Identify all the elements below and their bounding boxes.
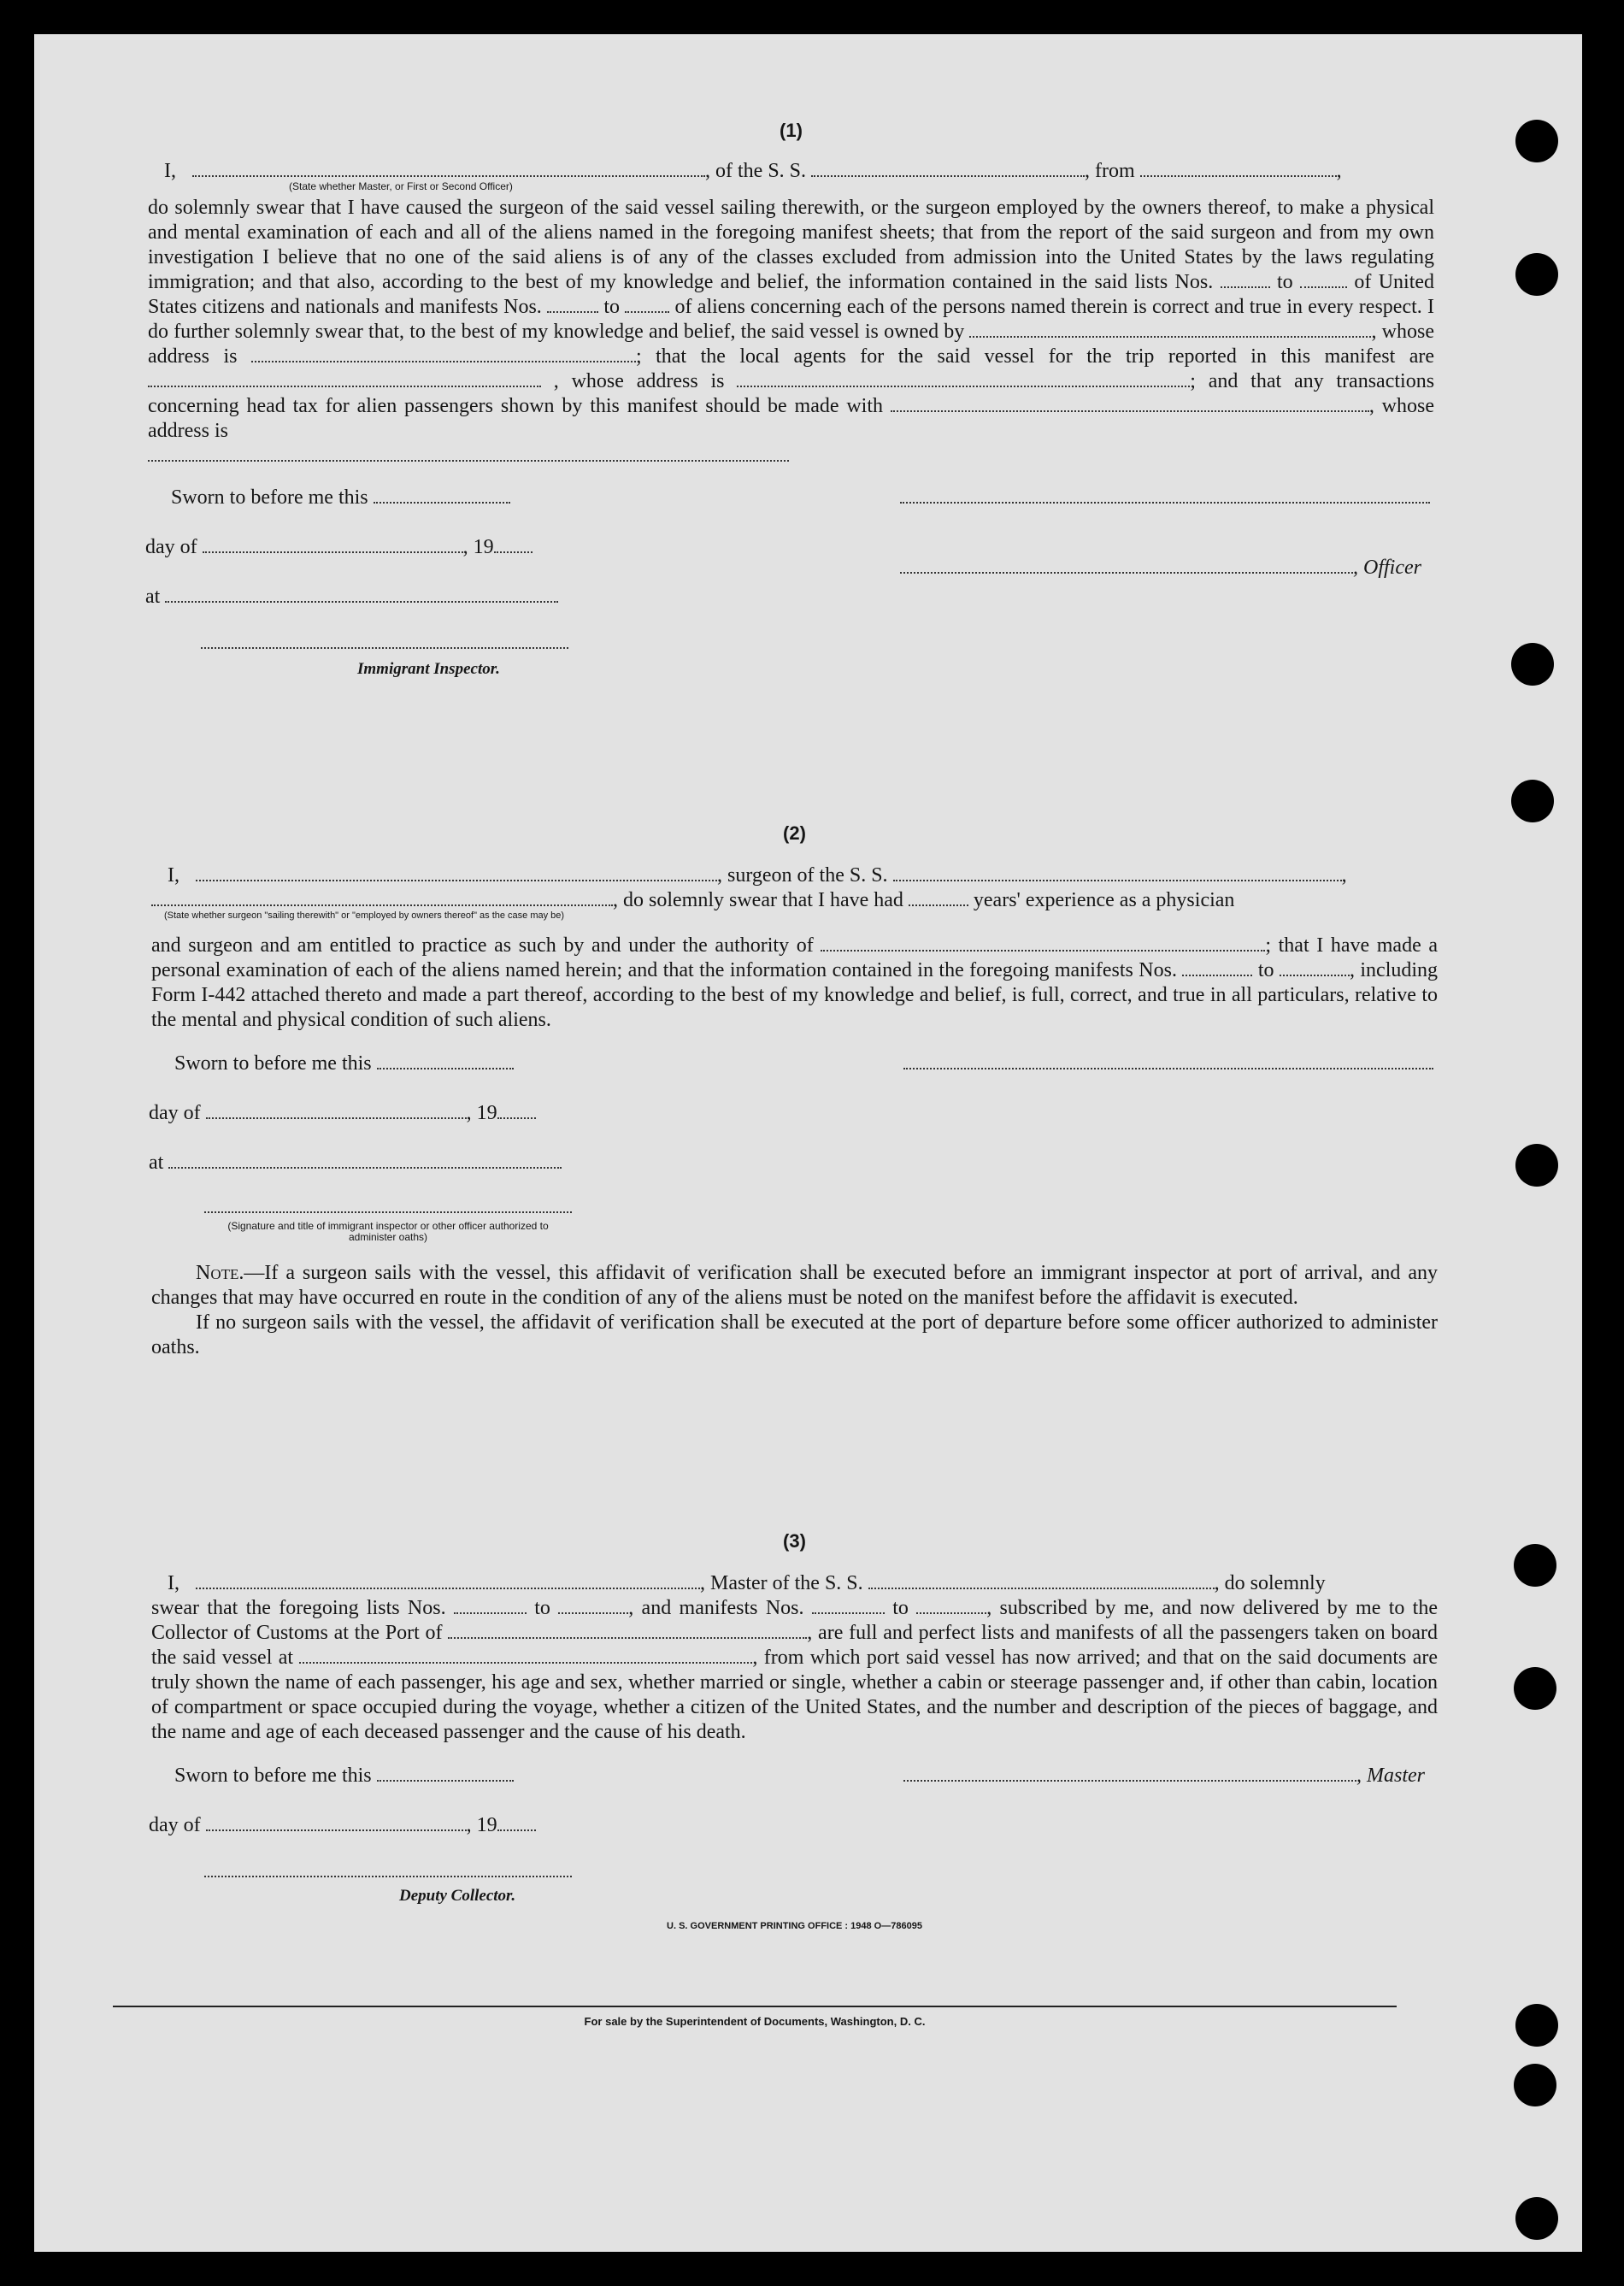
s2-manifests-from-field[interactable] <box>1182 961 1252 976</box>
s1-affidavit-text: do solemnly swear that I have caused the surgeon of the said vessel sailing therewith, or the surgeon employed by the owners thereof, to make a physical and mental examination of each and all of the aliens named in the foregoing manifest sheets; that from the report of the said surgeon and from my own investigation I believe that no one of the said aliens is of any of the classes excluded from admission into the United States by the laws regulating immigration; and that also, according to the best of my knowledge and belief, the information contained in the said lists Nos. to of United States citizens and nationals and manifests Nos. to of aliens concerning each of the persons named therein is correct and true in every respect. I do further solemnly swear that, to the best of my knowledge and belief, the said vessel is owned by , whose address is ; that the local agents for the said vessel for the trip reported in this manifest are , whose address is ; and that any transactions concerning head tax for alien passengers shown by this manifest should be made with , whose address is <box>148 197 1435 442</box>
s3-sworn-year-field[interactable] <box>497 1816 536 1831</box>
vessel-name-field[interactable] <box>811 162 1085 177</box>
sworn-year-field[interactable] <box>494 538 533 553</box>
surgeon-status-field[interactable] <box>151 891 613 906</box>
lists-to-field[interactable] <box>1300 273 1347 288</box>
s3-signature-block: Sworn to before me this , Master day of , 19 Deputy Collector. <box>151 1764 1438 1909</box>
punch-hole <box>1514 1544 1556 1587</box>
departure-port-field[interactable] <box>1140 162 1337 177</box>
inspector-signature-field[interactable] <box>201 633 568 649</box>
officer-name-field[interactable] <box>900 558 1353 574</box>
s3-manifests-from-field[interactable] <box>812 1599 885 1614</box>
s1-signature-block: Sworn to before me this day of , 19 , Officer at Immigrant Inspector. <box>148 486 1434 699</box>
s2-note-paragraph-2: If no surgeon sails with the vessel, the affidavit of verification shall be executed at the port of departure before some officer authorized to administer oaths. <box>151 1311 1438 1358</box>
sworn-day-field[interactable] <box>374 488 510 504</box>
punch-hole <box>1515 2197 1558 2240</box>
inspector-label: Immigrant Inspector. <box>357 660 500 678</box>
punch-hole <box>1511 643 1554 686</box>
s3-sworn-month-field[interactable] <box>206 1816 467 1831</box>
s3-lists-from-field[interactable] <box>454 1599 527 1614</box>
master-label: , Master <box>1356 1765 1425 1787</box>
manifests-to-field[interactable] <box>625 298 669 313</box>
s1-title-note: (State whether Master, or First or Second Officer) <box>289 180 513 192</box>
punch-hole <box>1511 780 1554 822</box>
s2-status-note: (State whether surgeon "sailing therewith" or "employed by owners thereof" as the case may be) <box>164 910 565 921</box>
s2-signature-block: Sworn to before me this day of , 19 at (Signature and title of immigrant inspector or other officer authorized to administer oaths) <box>151 1052 1438 1252</box>
punch-hole <box>1515 253 1558 296</box>
arrival-port-field[interactable] <box>448 1623 807 1639</box>
s2-note-paragraph: Note.—If a surgeon sails with the vessel, this affidavit of verification shall be executed before an immigrant inspector at port of arrival, and any changes that may have occurred en route in the condition of any of the aliens must be noted on the manifest before the affidavit is executed. <box>151 1262 1438 1309</box>
master-signature-field[interactable] <box>903 1766 1356 1782</box>
section-3-heading: (3) <box>783 1530 806 1552</box>
form-page <box>34 34 1582 2252</box>
s3-lists-to-field[interactable] <box>558 1599 628 1614</box>
s1-address-line <box>148 444 1434 468</box>
surgeon-signature-field[interactable] <box>903 1054 1433 1069</box>
head-tax-party-field[interactable] <box>891 397 1369 412</box>
s3-sworn-day-field[interactable] <box>377 1766 514 1782</box>
sworn-label: Sworn to before me this <box>171 486 368 509</box>
authority-field[interactable] <box>821 936 1265 952</box>
embarkation-port-field[interactable] <box>299 1648 752 1664</box>
lists-from-field[interactable] <box>1221 273 1270 288</box>
s2-affidavit-text: and surgeon and am entitled to practice as such by and under the authority of ; that I have made a personal examination of each of the aliens named herein; and that the information contained in the foregoing manifests Nos. to , including Form I-442 attached thereto and made a part thereof, according to the best of my knowledge and belief, is full, correct, and true in all particulars, relative to the mental and physical condition of such aliens. <box>151 934 1439 1031</box>
officer-label: , Officer <box>1353 557 1421 579</box>
section-1 <box>145 120 1435 699</box>
punch-hole <box>1515 1144 1558 1187</box>
s2-sworn-month-field[interactable] <box>206 1104 467 1119</box>
s2-signature-note: (Signature and title of immigrant inspector or other officer authorized to administer oaths) <box>227 1220 549 1243</box>
s3-affidavit-text: swear that the foregoing lists Nos. to , and manifests Nos. to , subscribed by me, and now delivered by me to the Collector of Customs at the Port of , are full and perfect lists and manifests of all the passengers taken on board the said vessel at , from which port said vessel has now arrived; and that on the said documents are truly shown the name of each passenger, his age and sex, whether married or single, whether a cabin or steerage passenger and, if other than cabin, location of compartment or space occupied during the voyage, whether a citizen of the United States, and the number and description of the pieces of baggage, and the name and age of each deceased passenger and the cause of his death. <box>151 1597 1439 1743</box>
s2-sworn-place-field[interactable] <box>168 1153 562 1169</box>
section-2-heading: (2) <box>783 822 806 844</box>
punch-hole <box>1515 120 1558 162</box>
owner-address-field[interactable] <box>251 347 636 362</box>
footer-rule <box>113 2006 1397 2007</box>
s1-first-line: I, , of the S. S. , from , <box>164 160 1342 182</box>
note-label: Note. <box>196 1262 244 1284</box>
surgeon-name-field[interactable] <box>196 866 717 881</box>
s2-vessel-name-field[interactable] <box>893 866 1342 881</box>
s2-sworn-year-field[interactable] <box>497 1104 536 1119</box>
s3-vessel-name-field[interactable] <box>868 1574 1215 1589</box>
head-tax-address-field[interactable] <box>148 446 789 462</box>
officer-signature-field[interactable] <box>900 488 1430 504</box>
s2-inspector-signature-field[interactable] <box>204 1198 572 1213</box>
years-experience-field[interactable] <box>909 891 968 906</box>
agents-field[interactable] <box>148 372 541 387</box>
section-3: (3) I, , Master of the S. S. , do solemnly swear that the foregoing lists Nos. to , and manifests Nos. to , subscribed by me, and now delivered by me to the Collector of Customs at the Port of , are full and perfect lists and manifests of all the passengers taken on board the said vessel at , from which port said vessel has now arrived; and that on the said documents are truly shown the name of each passenger, his age and sex, whether married or single, whether a cabin or steerage passenger and, if other than cabin, location of compartment or space occupied during the voyage, whether a citizen of the United States, and the number and description of the pieces of baggage, and the name and age of each deceased passenger and the cause of his death. Sworn to before me this , Master day of , 19 Deputy Collector. U. S. GOVERNMENT PRINTING OFFICE : 1948 O—786095 <box>149 1530 1439 1931</box>
sworn-place-field[interactable] <box>165 587 558 603</box>
officer-title-field[interactable] <box>192 162 705 177</box>
s2-manifests-to-field[interactable] <box>1280 961 1350 976</box>
collector-signature-field[interactable] <box>204 1862 572 1877</box>
manifests-from-field[interactable] <box>547 298 598 313</box>
punch-hole <box>1514 2064 1556 2106</box>
punch-hole <box>1515 2004 1558 2047</box>
owner-field[interactable] <box>969 322 1371 338</box>
sworn-month-field[interactable] <box>203 538 463 553</box>
master-name-field[interactable] <box>196 1574 700 1589</box>
s3-manifests-to-field[interactable] <box>916 1599 986 1614</box>
punch-hole <box>1514 1667 1556 1710</box>
agents-address-field[interactable] <box>737 372 1190 387</box>
section-2: (2) I, , surgeon of the S. S. , , do solemnly swear that I have had years' experience as a physician (State whether surgeon "sailing therewith" or "employed by owners thereof" as the case may be) and surgeon and am entitled to practice as such by and under the authority of ; that I have made a personal examination of each of the aliens named herein; and that the information contained in the foregoing manifests Nos. to , including Form I-442 attached thereto and made a part thereof, according to the best of my knowledge and belief, is full, correct, and true in all particulars, relative to the mental and physical condition of such aliens. Sworn to before me this day of , 19 at (Signature and title of immigrant inspector or other officer authorized to administer oaths) Note.—If a surgeon sails with the vessel, this affidavit of verification shall be executed before an immigrant inspector at port of arrival, and any changes that may have occurred en route in the condition of any of the aliens must be noted on the manifest before the affidavit is executed. If no surgeon sails with the vessel, the affidavit of verification shall be executed at the port of departure before some officer authorized to administer oaths. <box>149 822 1439 1358</box>
s2-sworn-day-field[interactable] <box>377 1054 514 1069</box>
sale-notice: For sale by the Superintendent of Documents, Washington, D. C. <box>584 2015 926 2028</box>
section-1-heading: (1) <box>780 120 803 141</box>
collector-label: Deputy Collector. <box>399 1887 516 1905</box>
gpo-imprint: U. S. GOVERNMENT PRINTING OFFICE : 1948 O—786095 <box>667 1921 922 1931</box>
